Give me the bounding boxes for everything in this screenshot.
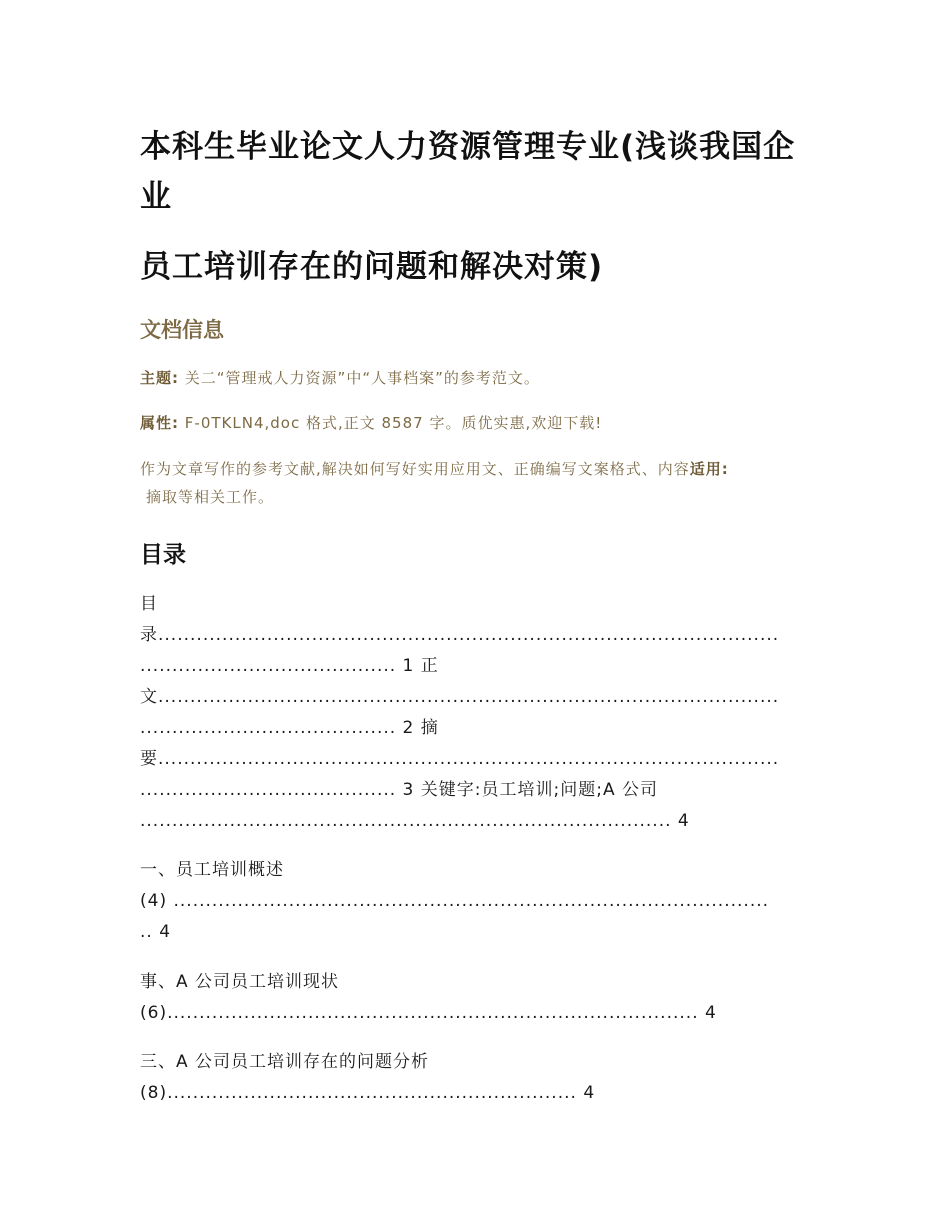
subject-label: 主题:	[140, 369, 179, 387]
attr-value: F-0TKLN4,doc 格式,正文 8587 字。质优实惠,欢迎下载!	[184, 414, 603, 432]
document-title	[140, 122, 810, 292]
toc-line: (4) .............................................................................................	[140, 891, 770, 911]
toc-line: ................................................................................... 4	[140, 811, 690, 831]
usage-label: 适用:	[689, 460, 729, 478]
toc-line: (6)................................................................................... 4	[140, 1003, 717, 1023]
usage-post: 摘取等相关工作。	[146, 488, 275, 506]
toc-line: .. 4	[140, 922, 172, 942]
toc-line: 目	[140, 594, 158, 614]
toc-line: 一、员工培训概述	[140, 860, 284, 880]
toc-line: (8)................................................................ 4	[140, 1083, 596, 1103]
toc-line: ........................................ 3 关键字:员工培训;问题;A 公司	[140, 780, 658, 800]
attr-label: 属性:	[140, 414, 179, 432]
title-line-2: 员工培训存在的问题和解决对策)	[140, 249, 604, 285]
toc-line: 录.................................................................................................	[140, 625, 780, 645]
doc-attributes	[140, 409, 820, 437]
toc-line: 三、A 公司员工培训存在的问题分析	[140, 1052, 430, 1072]
toc-line: ........................................ 2 摘	[140, 718, 439, 738]
toc-line: ........................................ 1 正	[140, 656, 439, 676]
toc-line: 要.................................................................................................	[140, 749, 780, 769]
subject-value: 关二“管理戒人力资源”中“人事档案”的参考范文。	[184, 369, 540, 387]
doc-usage	[140, 455, 820, 511]
toc-line: 文.................................................................................................	[140, 687, 780, 707]
usage-pre: 作为文章写作的参考文献,解决如何写好实用应用文、正确编写文案格式、内容	[140, 460, 690, 478]
toc-heading: 目录	[140, 542, 186, 568]
title-line-1: 本科生毕业论文人力资源管理专业(浅谈我国企业	[140, 129, 796, 215]
doc-subject	[140, 364, 820, 392]
doc-info-heading: 文档信息	[140, 318, 224, 342]
toc-line: 事、A 公司员工培训现状	[140, 972, 340, 992]
